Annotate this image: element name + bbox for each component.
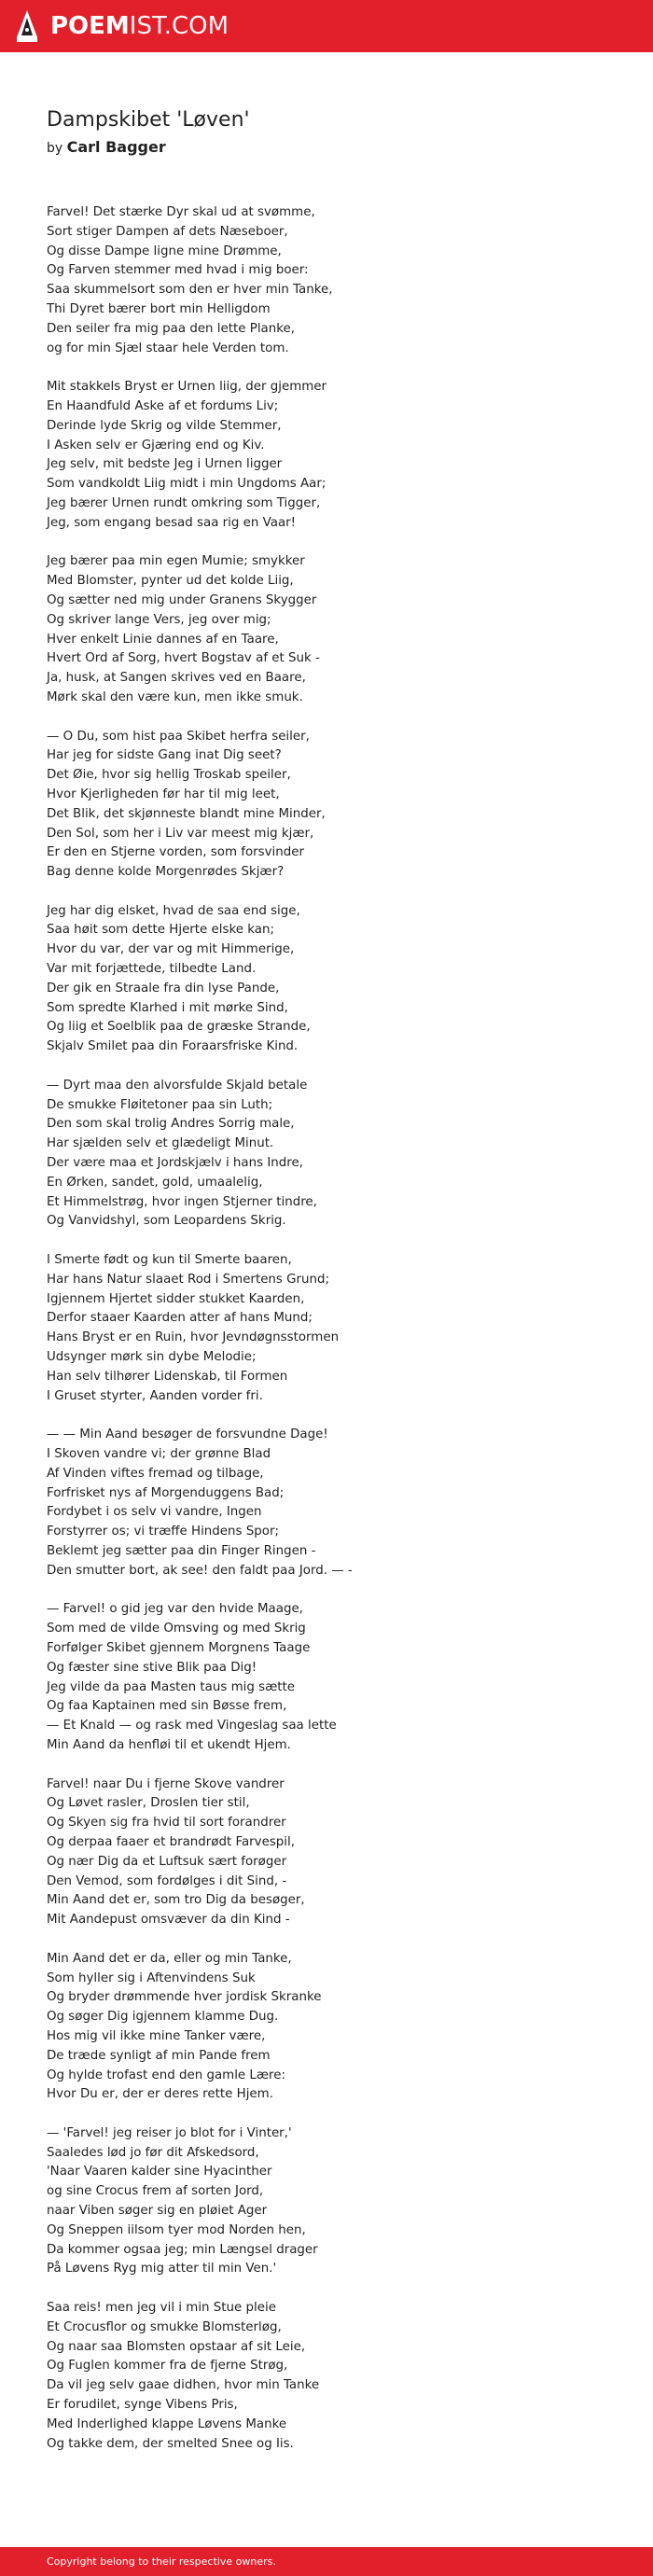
poem-line: — Farvel! o gid jeg var den hvide Maage, xyxy=(47,1602,303,1617)
poem-line: Med Inderlighed klappe Løvens Manke xyxy=(47,2416,287,2431)
poem-line: — — Min Aand besøger de forsvundne Dage! xyxy=(47,1427,328,1442)
poem-line: Der være maa et Jordskjælv i hans Indre, xyxy=(47,1156,303,1171)
poem-line: Som spredte Klarhed i mit mørke Sind, xyxy=(47,1000,288,1015)
poem-line: Hvor Kjerligheden før har til mig leet, xyxy=(47,787,280,801)
poem-line: Som vandkoldt Liig midt i min Ungdoms Aar; xyxy=(47,477,326,492)
poem-line: Da kommer ogsaa jeg; min Længsel drager xyxy=(47,2242,318,2257)
stanza xyxy=(47,728,616,883)
poem-line: Igjennem Hjertet sidder stukket Kaarden, xyxy=(47,1291,305,1306)
poem-line: Det Øie, hvor sig hellig Troskab speiler, xyxy=(47,768,291,783)
brand-name-rest: IST.COM xyxy=(129,12,229,40)
stanza xyxy=(47,1426,616,1580)
poem-line: Og bryder drømmende hver jordisk Skranke xyxy=(47,1990,322,2005)
poem-line: Hvor du var, der var og mit Himmerige, xyxy=(47,942,295,957)
poem-line: Saa høit som dette Hjerte elske kan; xyxy=(47,923,274,938)
poem-line: Skjalv Smilet paa din Foraarsfriske Kind. xyxy=(47,1039,299,1054)
poem-line: Da vil jeg selv gaae didhen, hvor min Tanke xyxy=(47,2378,320,2393)
stanza xyxy=(47,1251,616,1406)
poem-line: Fordybet i os selv vi vandre, Ingen xyxy=(47,1505,262,1520)
poem-line: Mit Aandepust omsvæver da din Kind - xyxy=(47,1913,290,1928)
poem-line: Og faa Kaptainen med sin Bøsse frem, xyxy=(47,1699,287,1714)
poem-line: Hvert Ord af Sorg, hvert Bogstav af et Suk - xyxy=(47,651,320,666)
poem-line: Og takke dem, der smelted Snee og Iis. xyxy=(47,2436,294,2451)
poem-line: Jeg, som engang besad saa rig en Vaar! xyxy=(47,515,297,530)
stanza xyxy=(47,2124,616,2279)
poem-line: Og fæster sine stive Blik paa Dig! xyxy=(47,1660,257,1675)
stanza xyxy=(47,378,616,533)
poem-line: og sine Crocus frem af sorten Jord, xyxy=(47,2184,264,2199)
poem-line: Hver enkelt Linie dannes af en Taare, xyxy=(47,632,279,647)
poem-line: Udsynger mørk sin dybe Melodie; xyxy=(47,1350,257,1365)
poem-line: og for min Sjæl staar hele Verden tom. xyxy=(47,341,289,355)
byline xyxy=(47,138,166,156)
poem-line: Min Aand det er da, eller og min Tanke, xyxy=(47,1951,292,1966)
poem-line: Og Sneppen iilsom tyer mod Norden hen, xyxy=(47,2222,306,2237)
stanza xyxy=(47,203,616,358)
poem-line: Er den en Stjerne vorden, som forsvinder xyxy=(47,845,305,860)
poem-line: Det Blik, det skjønneste blandt mine Minder, xyxy=(47,806,326,821)
stanza xyxy=(47,2299,616,2454)
poem-line: Min Aand da henfløi til et ukendt Hjem. xyxy=(47,1737,291,1752)
poem-line: Og nær Dig da et Luftsuk sært forøger xyxy=(47,1854,287,1869)
poem-line: Forstyrrer os; vi træffe Hindens Spor; xyxy=(47,1525,279,1539)
poem-line: Hvor Du er, der er deres rette Hjem. xyxy=(47,2087,273,2102)
brand-name-bold: POEM xyxy=(50,12,130,40)
poem-line: Har sjælden selv et glædeligt Minut. xyxy=(47,1136,274,1151)
poem-line: I Skoven vandre vi; der grønne Blad xyxy=(47,1447,271,1461)
copyright-text: Copyright belong to their respective owners. xyxy=(47,2555,276,2568)
by-label: by xyxy=(47,141,63,156)
poem-line: Jeg har dig elsket, hvad de saa end sige, xyxy=(47,903,300,918)
poem-line: Et Crocusflor og smukke Blomsterløg, xyxy=(47,2319,282,2334)
site-footer xyxy=(0,2547,653,2576)
stanza xyxy=(47,1600,616,1755)
poem-line: I Smerte født og kun til Smerte baaren, xyxy=(47,1253,292,1268)
site-logo[interactable] xyxy=(15,9,229,43)
poem-line: I Asken selv er Gjæring end og Kiv. xyxy=(47,438,265,453)
poem-line: Med Blomster, pynter ud det kolde Liig, xyxy=(47,574,294,589)
poem-line: Hans Bryst er en Ruin, hvor Jevndøgnsstormen xyxy=(47,1330,340,1345)
poem-line: I Gruset styrter, Aanden vorder fri. xyxy=(47,1388,263,1403)
poem-line: Hos mig vil ikke mine Tanker være, xyxy=(47,2028,266,2043)
poem-line: Jeg selv, mit bedste Jeg i Urnen ligger xyxy=(47,457,283,472)
poem-line: Derfor staaer Kaarden atter af hans Mund; xyxy=(47,1311,313,1326)
poem-line: — O Du, som hist paa Skibet herfra seiler, xyxy=(47,729,310,744)
poem-line: Og søger Dig igjennem klamme Dug. xyxy=(47,2010,279,2025)
stanza xyxy=(47,552,616,707)
poem-line: Forfølger Skibet gjennem Morgnens Taage xyxy=(47,1640,311,1655)
poem-line: Er forudilet, synge Vibens Pris, xyxy=(47,2398,238,2413)
poem-line: — Dyrt maa den alvorsfulde Skjald betale xyxy=(47,1078,308,1093)
poem-title: Dampskibet 'Løven' xyxy=(47,108,250,132)
poem-line: Bag denne kolde Morgenrødes Skjær? xyxy=(47,865,285,880)
poem-line: Den som skal trolig Andres Sorrig male, xyxy=(47,1117,295,1132)
brand-name xyxy=(50,9,229,43)
poem-line: Og disse Dampe ligne mine Drømme, xyxy=(47,244,282,258)
poem-line: Saa skummelsort som den er hver min Tanke, xyxy=(47,283,333,298)
poem-line: Af Vinden viftes fremad og tilbage, xyxy=(47,1466,264,1481)
poem-line: Forfrisket nys af Morgenduggens Bad; xyxy=(47,1485,285,1500)
stanza xyxy=(47,1950,616,2105)
poem-line: Mit stakkels Bryst er Urnen liig, der gjemmer xyxy=(47,380,327,395)
poem-line: Saa reis! men jeg vil i min Stue pleie xyxy=(47,2301,276,2316)
poem-line: Den seiler fra mig paa den lette Planke, xyxy=(47,321,296,336)
poem-line: Og hylde trofast end den gamle Lære: xyxy=(47,2068,285,2082)
pen-nib-icon xyxy=(15,9,39,43)
poem-line: Og Skyen sig fra hvid til sort forandrer xyxy=(47,1816,286,1831)
poem-line: Og naar saa Blomsten opstaar af sit Leie, xyxy=(47,2339,306,2354)
poem-line: En Ørken, sandet, gold, umaalelig, xyxy=(47,1175,263,1190)
poem-line: 'Naar Vaaren kalder sine Hyacinther xyxy=(47,2165,272,2179)
stanza xyxy=(47,902,616,1057)
poem-line: Jeg bærer Urnen rundt omkring som Tigger, xyxy=(47,495,321,510)
poem-line: Ja, husk, at Sangen skrives ved en Baare, xyxy=(47,671,306,686)
poem-body xyxy=(47,203,616,2473)
poem-line: Mørk skal den være kun, men ikke smuk. xyxy=(47,689,303,704)
poem-line: Farvel! naar Du i fjerne Skove vandrer xyxy=(47,1776,285,1791)
poem-line: Og Fuglen kommer fra de fjerne Strøg, xyxy=(47,2359,288,2374)
poem-line: Et Himmelstrøg, hvor ingen Stjerner tindre, xyxy=(47,1194,317,1209)
poem-line: Farvel! Det stærke Dyr skal ud at svømme, xyxy=(47,205,315,219)
poem-line: Og Løvet rasler, Droslen tier stil, xyxy=(47,1796,250,1811)
poem-line: Beklemt jeg sætter paa din Finger Ringen - xyxy=(47,1543,316,1558)
poem-line: Og derpaa faaer et brandrødt Farvespil, xyxy=(47,1834,296,1849)
poem-line: De træde synligt af min Pande frem xyxy=(47,2048,271,2063)
stanza xyxy=(47,1077,616,1232)
poem-line: — Et Knald — og rask med Vingeslag saa lette xyxy=(47,1719,337,1734)
poem-line: Og sætter ned mig under Granens Skygger xyxy=(47,592,317,607)
poem-line: Sort stiger Dampen af dets Næseboer, xyxy=(47,224,288,239)
poem-line: Thi Dyret bærer bort min Helligdom xyxy=(47,301,271,316)
poem-line: Min Aand det er, som tro Dig da besøger, xyxy=(47,1893,305,1908)
poem-line: Jeg bærer paa min egen Mumie; smykker xyxy=(47,554,305,569)
poem-line: Jeg vilde da paa Masten taus mig sætte xyxy=(47,1679,295,1694)
site-header xyxy=(0,0,653,52)
poem-line: naar Viben søger sig en pløiet Ager xyxy=(47,2204,268,2219)
poem-line: Derinde lyde Skrig og vilde Stemmer, xyxy=(47,418,282,433)
poem-line: Som hyller sig i Aftenvindens Suk xyxy=(47,1970,256,1985)
poem-line: Og Farven stemmer med hvad i mig boer: xyxy=(47,263,309,278)
poem-line: En Haandfuld Aske af et fordums Liv; xyxy=(47,398,279,413)
poem-line: Saaledes lød jo før dit Afskedsord, xyxy=(47,2145,259,2160)
poem-line: Og liig et Soelblik paa de græske Strande, xyxy=(47,1020,311,1035)
poem-line: Og Vanvidshyl, som Leopardens Skrig. xyxy=(47,1214,286,1229)
poem-line: Og skriver lange Vers, jeg over mig; xyxy=(47,612,271,627)
poem-line: På Løvens Ryg mig atter til min Ven.' xyxy=(47,2262,277,2277)
poem-line: Den Vemod, som fordølges i dit Sind, - xyxy=(47,1873,287,1888)
author-name[interactable]: Carl Bagger xyxy=(66,138,166,156)
poem-line: Han selv tilhører Lidenskab, til Formen xyxy=(47,1369,288,1384)
poem-line: — 'Farvel! jeg reiser jo blot for i Vinter,' xyxy=(47,2125,292,2140)
poem-line: De smukke Fløitetoner paa sin Luth; xyxy=(47,1097,273,1112)
poem-line: Den Sol, som her i Liv var meest mig kjær, xyxy=(47,826,314,841)
poem-line: Den smutter bort, ak see! den faldt paa Jord. — - xyxy=(47,1563,353,1578)
poem-line: Har hans Natur slaaet Rod i Smertens Grund; xyxy=(47,1272,330,1287)
poem-line: Var mit forjættede, tilbedte Land. xyxy=(47,962,257,977)
stanza xyxy=(47,1775,616,1930)
poem-line: Som med de vilde Omsving og med Skrig xyxy=(47,1622,306,1636)
poem-line: Har jeg for sidste Gang inat Dig seet? xyxy=(47,748,282,763)
poem-line: Der gik en Straale fra din lyse Pande, xyxy=(47,981,280,996)
